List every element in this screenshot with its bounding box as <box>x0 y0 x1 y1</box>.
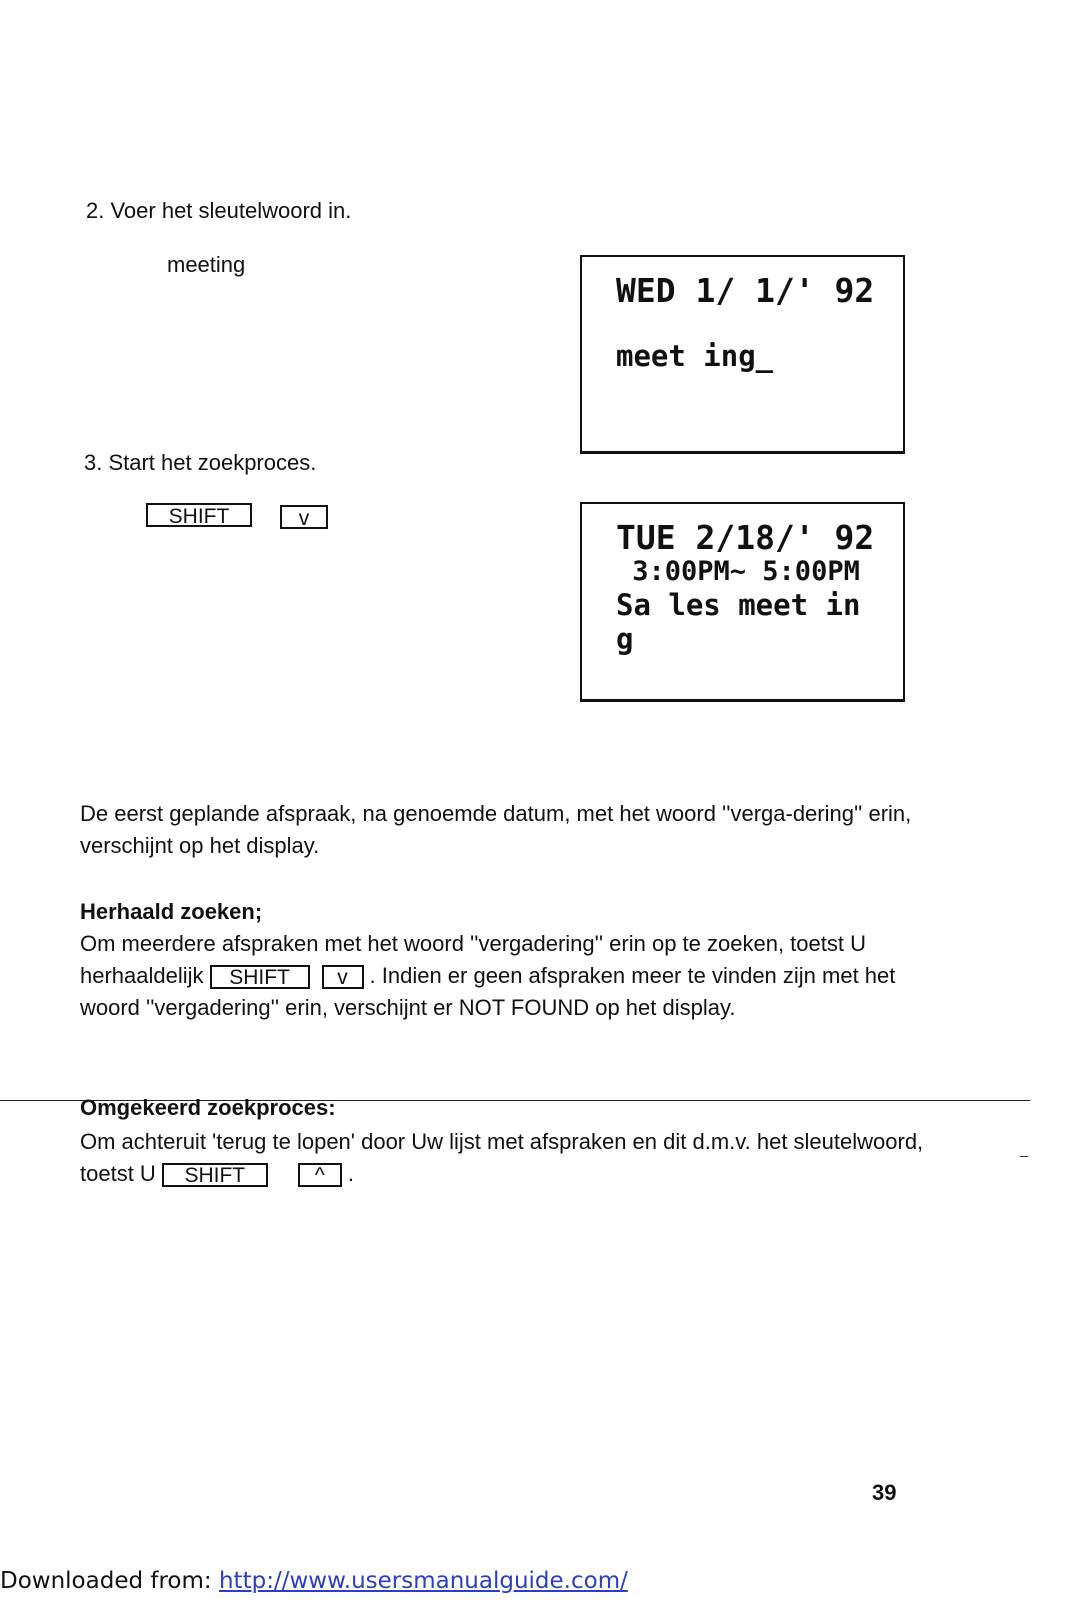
repeat-search-paragraph <box>80 928 930 1024</box>
shift-key: SHIFT <box>210 965 310 989</box>
step-3-instruction: 3. Start het zoekproces. <box>84 450 317 475</box>
reverse-search-paragraph <box>80 1126 930 1190</box>
repeat-text-after: . Indien er geen afspraken meer te vinden zijn met het woord ''vergadering'' erin, verschijnt er NOT FOUND op het display. <box>80 963 896 1020</box>
display-1-date-line: WED 1/ 1/' 92 <box>616 271 875 310</box>
footer-link[interactable]: http://www.usersmanualguide.com/ <box>218 1568 628 1594</box>
download-footer <box>0 1568 628 1594</box>
display-2-text-line: Sa les meet in <box>616 588 861 622</box>
display-1-keyword-line: meet ing_ <box>616 339 774 373</box>
lcd-display-2 <box>580 502 905 702</box>
keyword-input-text: meeting <box>167 252 246 277</box>
down-key: v <box>280 505 328 529</box>
reverse-text-before: Om achteruit 'terug te lopen' door Uw lijst met afspraken en dit d.m.v. het sleutelwoord, toetst U <box>80 1129 924 1186</box>
shift-key: SHIFT <box>162 1163 268 1187</box>
display-2-date-line: TUE 2/18/' 92 <box>616 518 875 557</box>
reverse-text-after: . <box>347 1161 354 1186</box>
up-key: ^ <box>298 1163 342 1187</box>
lcd-display-1 <box>580 255 905 454</box>
reverse-search-heading: Omgekeerd zoekproces: <box>80 1095 336 1120</box>
step-2-instruction: 2. Voer het sleutelwoord in. <box>86 198 352 223</box>
shift-key: SHIFT <box>146 503 252 527</box>
down-key: v <box>322 965 364 989</box>
display-2-text-line-2: g <box>616 622 634 656</box>
result-paragraph: De eerst geplande afspraak, na genoemde datum, met het woord ''verga-dering'' erin, verschijnt op het display. <box>80 801 912 858</box>
display-2-time-line: 3:00PM~ 5:00PM <box>616 556 860 587</box>
repeat-search-heading: Herhaald zoeken; <box>80 899 263 924</box>
margin-mark <box>1020 1156 1028 1157</box>
footer-label: Downloaded from: <box>0 1568 212 1594</box>
repeat-text-before: Om meerdere afspraken met het woord ''vergadering'' erin op te zoeken, toetst U herhaaldelijk <box>80 931 866 988</box>
page-number: 39 <box>872 1480 897 1505</box>
